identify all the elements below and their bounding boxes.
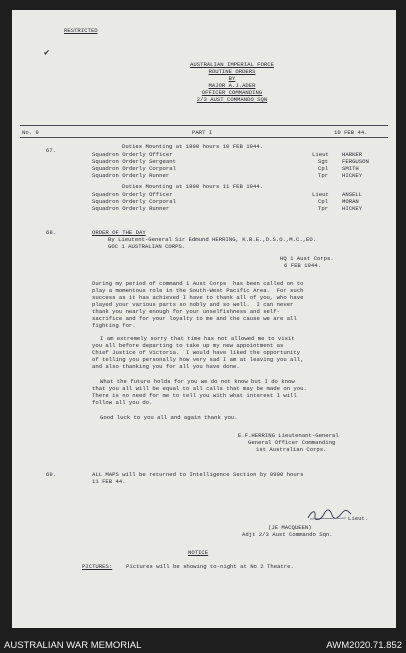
paragraph-line: During my period of command 1 Aust Corps has been called on to: [92, 280, 304, 287]
notice-heading: NOTICE: [188, 549, 209, 556]
signature-line: General Officer Commanding: [248, 439, 336, 446]
paragraph-line: sacrifice and for your loyalty to me and the cause we are all: [92, 315, 297, 322]
footer-accession-number: AWM2020.71.852: [326, 640, 402, 651]
duty-name: Squadron Orderly Runner: [92, 172, 170, 179]
closing-line: Good luck to you all and again thank you.: [100, 414, 238, 421]
header-line-6: 2/3 AUST COMMANDO SQN: [196, 96, 268, 103]
divider: [20, 125, 388, 126]
classification: RESTRICTED: [64, 27, 98, 34]
signature-line: E.F.HERRING Lieutenant-General: [238, 432, 339, 439]
paragraph-line: What the future holds for you we do not know but I do know: [100, 378, 295, 385]
footer-institution: AUSTRALIAN WAR MEMORIAL: [4, 640, 142, 651]
signatory-title: Adjt 2/3 Aust Commando Sqn.: [242, 531, 333, 538]
duty-person: HARKER: [342, 151, 363, 158]
order-number: No. 9: [22, 129, 39, 136]
header-line-1: AUSTRALIAN IMPERIAL FORCE: [190, 61, 274, 68]
signature-line: 1st Australian Corps.: [256, 446, 327, 453]
duty-rank: Tpr: [318, 205, 329, 212]
signatory-name: (JE MACQUEEN): [268, 524, 312, 531]
footer-bar: [0, 637, 406, 653]
paragraph-line: played your various parts so nobly and so well. I can never: [92, 301, 294, 308]
item-number: 69.: [46, 471, 57, 478]
part-label: PART I: [192, 129, 213, 136]
document-page: [12, 10, 396, 628]
divider: [20, 137, 388, 138]
duty-rank: Lieut: [312, 151, 329, 158]
item-number: 68.: [46, 229, 57, 236]
header-line-4: MAJOR A.J.ADER: [208, 82, 256, 89]
duty-person: FERGUSON: [342, 158, 369, 165]
paragraph-line: that you all will be equal to all calls that may be made on you.: [92, 385, 307, 392]
notice-label: PICTURES:: [82, 563, 113, 570]
duty-person: ANSELL: [342, 191, 363, 198]
duty-rank: Cpl: [318, 165, 329, 172]
header-line-3: BY: [228, 75, 236, 82]
duty-name: Squadron Orderly Officer: [92, 151, 173, 158]
duties-heading: Duties Mounting at 1800 hours 10 FEB 1944.: [122, 143, 263, 150]
order-by-line: GOC 1 AUSTRALIAN CORPS.: [108, 243, 186, 250]
hq-line: HQ 1 Aust Corps.: [280, 255, 334, 262]
item-number: 67.: [46, 147, 57, 154]
order-of-the-day-heading: ORDER OF THE DAY: [92, 229, 146, 236]
header-line-5: OFFICER COMMANDING: [201, 89, 263, 96]
handwritten-mark: ✔: [44, 48, 50, 58]
duty-rank: Sgt: [318, 158, 329, 165]
signatory-rank: Lieut.: [348, 515, 369, 522]
duty-person: HICKEY: [342, 205, 363, 212]
paragraph-line: fighting for.: [92, 322, 136, 329]
duty-rank: Tpr: [318, 172, 329, 179]
duty-person: MORAN: [342, 198, 359, 205]
duty-name: Squadron Orderly Officer: [92, 191, 173, 198]
paragraph-line: play a momentous role in the South-West Pacific Area. For such: [92, 287, 304, 294]
duty-name: Squadron Orderly Corporal: [92, 198, 176, 205]
handwritten-signature: [306, 506, 352, 522]
header-line-2: ROUTINE ORDERS: [208, 68, 256, 75]
paragraph-line: and also thanking you for all you have done.: [92, 363, 240, 370]
paragraph-line: of telling you personally how very sad I am at leaving you all,: [92, 356, 304, 363]
notice-text: Pictures will be showing to-night at No 2 Theatre.: [126, 563, 294, 570]
duty-name: Squadron Orderly Runner: [92, 205, 170, 212]
paragraph-line: Chief Justice of Victoria. I would have liked the opportunity: [92, 349, 301, 356]
hq-date: 6 FEB 1944.: [284, 262, 321, 269]
duty-rank: Lieut: [312, 191, 329, 198]
order-by-line: By Lieutent-General Sir Edmund HERRING, K.B.E.,D.S.O.,M.C.,ED.: [108, 236, 317, 243]
item-text: ALL MAPS will be returned to Intelligence Section by 0900 hours: [92, 471, 304, 478]
paragraph-line: I am extremely sorry that time has not allowed me to visit: [100, 335, 295, 342]
order-date: 10 FEB 44.: [334, 129, 368, 136]
paragraph-line: you all before departing to take up my new appointment as: [92, 342, 284, 349]
paragraph-line: success as it has achieved I have to thank all of you, who have: [92, 294, 304, 301]
duty-name: Squadron Orderly Corporal: [92, 165, 176, 172]
duty-person: SMITH: [342, 165, 359, 172]
paragraph-line: There is no need for me to tell you with what interest I will: [92, 392, 297, 399]
duty-person: HICKEY: [342, 172, 363, 179]
duty-rank: Cpl: [318, 198, 329, 205]
duty-name: Squadron Orderly Sergeant: [92, 158, 176, 165]
paragraph-line: thank you nearly enough for your unselfishness and self-: [92, 308, 280, 315]
item-text: 11 FEB 44.: [92, 478, 126, 485]
duties-heading: Duties Mounting at 1800 hours 11 FEB 1944.: [122, 183, 263, 190]
paragraph-line: follow all you do.: [92, 399, 153, 406]
